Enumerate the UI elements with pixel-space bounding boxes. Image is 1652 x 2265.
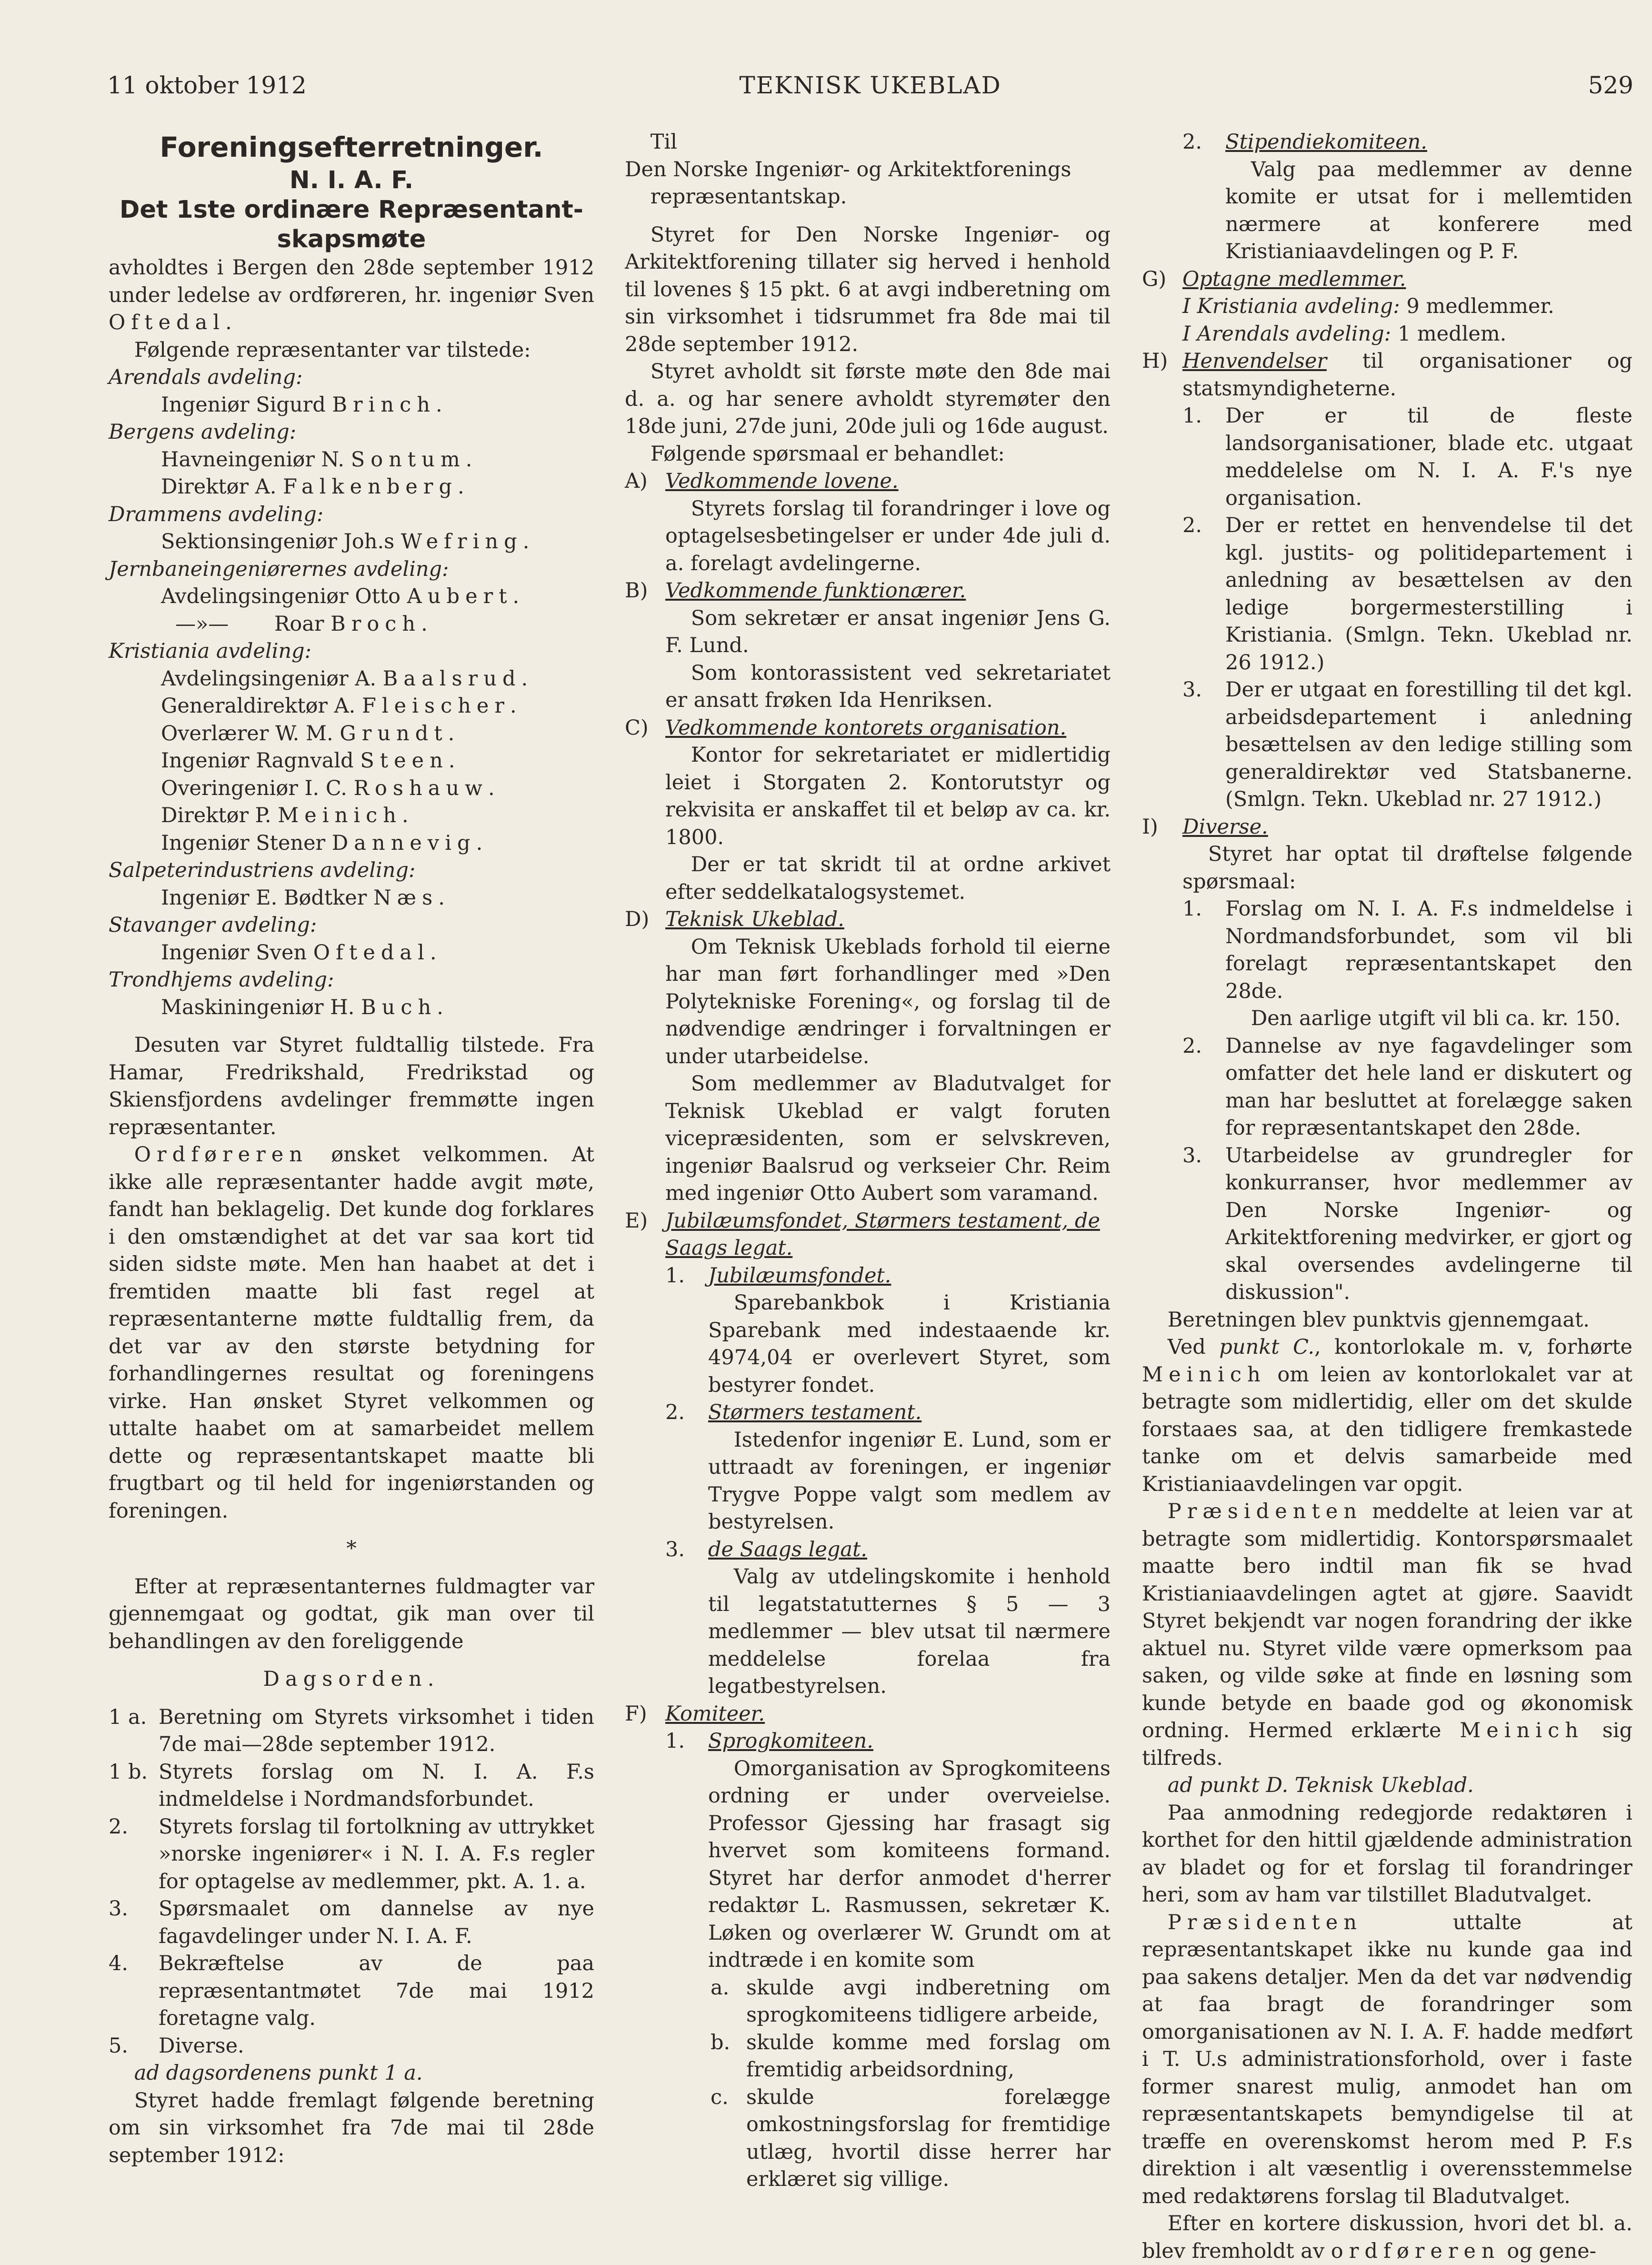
representative: Havneingeniør N. Sontum. [161, 447, 472, 472]
paragraph: Desuten var Styret fuldtallig tilstede. Fra Hamar, Fredrikshald, Fredrikstad og Skiensfjordens avdelinger fremmøtte ingen repræsentanter. [109, 1033, 594, 1139]
column-2 [625, 129, 1111, 2194]
district-heading: Trondhjems avdeling: [109, 968, 334, 992]
district-heading: Stavanger avdeling: [109, 913, 317, 937]
paragraph: Styret hadde fremlagt følgende beretning om sin virksomhet fra 7de mai til 28de september 1912: [109, 2088, 594, 2167]
representative: Direktør P. Meinich. [161, 804, 409, 827]
representative: Overingeniør I. C. Roshauw. [161, 776, 495, 800]
paragraph: Styret for Den Norske Ingeniør- og Arkitektforening tillater sig herved i henhold til lovenes § 15 pkt. 6 at avgi indberetning om sin virksomhet i tidsrummet fra 8de mai til 28de september 1912. [625, 222, 1111, 356]
representative: Ingeniør Stener Dannevig. [161, 831, 483, 855]
paragraph: Efter at repræsentanternes fuldmagter var gjennemgaat og godtat, gik man over til behandlingen av den foreliggende [109, 1574, 594, 1653]
report-section: A) Vedkommende lovene. [625, 469, 899, 493]
list-item: 2. Der er rettet en henvendelse til det kgl. justits- og politidepartement i anledning av besættelsen av den ledige borgermesterstilling i Kristiania. (Smlgn. Tekn. Ukeblad nr. 26 1912.) [1182, 513, 1632, 674]
agenda-item: 1 a. Beretning om Styrets virksomhet i tiden 7de mai—28de september 1912. [109, 1705, 594, 1756]
paragraph: Om Teknisk Ukeblads forhold til eierne har man ført forhandlinger med »Den Polytekniske Forening«, og forslag til de nødvendige ændringer i forvaltningen er under utarbeidelse. [665, 935, 1111, 1068]
present-intro: Følgende repræsentanter var tilstede: [134, 338, 531, 362]
district-heading: Bergens avdeling: [109, 420, 297, 444]
paragraph: Paa anmodning redegjorde redaktøren i korthet for den hittil gjældende administration av bladet og for et forslag til forandringer heri, som av ham var tilstillet Bladutvalget. [1142, 1801, 1632, 1907]
subsection: 2. Størmers testament. [665, 1400, 922, 1424]
district-heading: Salpeterindustriens avdeling: [109, 858, 416, 882]
representative: Direktør A. Falkenberg. [161, 475, 464, 499]
representative: Ingeniør Ragnvald Steen. [161, 749, 455, 773]
agenda-item: 5. Diverse. [109, 2033, 244, 2058]
list-item: b. skulde komme med forslag om fremtidig arbeidsordning, [711, 2030, 1111, 2082]
list-item: 3. Utarbeidelse av grundregler for konkurranser, hvor medlemmer av Den Norske Ingeniør- og Arkitektforening medvirker, er gjort og skal oversendes avdelingerne til diskussion". [1182, 1143, 1632, 1304]
agenda-point-heading: ad dagsordenens punkt 1 a. [134, 2061, 423, 2085]
paragraph: Præsidenten meddelte at leien var at betragte som midlertidig. Kontorspørsmaalet maatte bero indtil man fik se hvad Kristianiaavdelingen agtet at gjøre. Saavidt Styret bekjendt var nogen forandring der ikke aktuel nu. Styret vilde være opmerksom paa saken, og vilde søke at finde en løsning som kunde betyde en baade god og økonomisk ordning. Hermed erklærte Meinich sig tilfreds. [1142, 1500, 1632, 1770]
section-title: Foreningsefterretninger. [160, 131, 543, 163]
paragraph: Efter en kortere diskussion, hvori det bl. a. blev fremholdt av ordføreren og gene- [1142, 2212, 1632, 2263]
representative: Avdelingsingeniør Otto Aubert. [161, 584, 520, 608]
paragraph: Valg av utdelingskomite i henhold til legatstatutternes § 5 — 3 medlemmer — blev utsat til nærmere meddelelse forelaa fra legatbestyrelsen. [708, 1565, 1111, 1698]
report-section: D) Teknisk Ukeblad. [625, 907, 844, 931]
report-section: B) Vedkommende funktionærer. [625, 579, 966, 603]
agenda-item: 3. Spørsmaalet om dannelse av nye fagavdelinger under N. I. A. F. [109, 1897, 594, 1948]
representative: —»— Roar Broch. [175, 612, 428, 636]
representative: Ingeniør Sigurd Brinch. [161, 393, 442, 417]
representative: Ingeniør Sven Oftedal. [161, 940, 437, 965]
list-item: 1. Der er til de fleste landsorganisationer, blade etc. utgaat meddelelse om N. I. A. F.'s nye organisation. [1182, 404, 1632, 510]
paragraph: Kontor for sekretariatet er midlertidig leiet i Storgaten 2. Kontorutstyr og rekvisita er anskaffet til et beløp av ca. kr. 1800. [665, 743, 1111, 849]
paragraph: Valg paa medlemmer av denne komite er utsat for i mellemtiden nærmere at konferere med Kristianiaavdelingen og P. F. [1225, 157, 1632, 263]
subsection: 2. Stipendiekomiteen. [1182, 130, 1427, 154]
paragraph: Ordføreren ønsket velkommen. At ikke alle repræsentanter hadde avgit møte, fandt han beklagelig. Det kunde dog forklares i den omstændighet at det var saa kort tid siden sidste møte. Men han haabet at det i fremtiden maatte bli fast regel at repræsentanterne møtte fuldtallig frem, da det var av den største betydning for forhandlingernes resultat og foreningens virke. Han ønsket Styret velkommen og uttalte haabet om at samarbeidet mellem dette og repræsentantskapet maatte bli frugtbart og til held for ingeniørstanden og foreningen. [109, 1143, 594, 1523]
paragraph: Beretningen blev punktvis gjennemgaat. [1167, 1308, 1590, 1332]
meeting-heading-2: skapsmøte [277, 225, 426, 253]
list-item: c. skulde forelægge omkostningsforslag for fremtidige utlæg, hvortil disse herrer har erklæret sig villige. [711, 2085, 1111, 2191]
org-heading: N. I. A. F. [289, 166, 414, 194]
paragraph: Omorganisation av Sprogkomiteens ordning er under overveielse. Professor Gjessing har frasagt sig hvervet som komiteens formand. Styret har derfor anmodet d'herrer redaktør L. Rasmussen, sekretær K. Løken og overlærer W. Grundt om at indtræde i en komite som [708, 1756, 1111, 1972]
report-section: E) Jubilæumsfondet, Størmers testament, de Saags legat. [625, 1208, 1100, 1260]
paragraph: Som kontorassistent ved sekretariatet er ansatt frøken Ida Henriksen. [665, 661, 1111, 712]
list-item: 2. Dannelse av nye fagavdelinger som omfatter det hele land er diskutert og man har besluttet at forelægge saken for repræsentantskapet den 28de. [1182, 1034, 1632, 1140]
paragraph: Den aarlige utgift vil bli ca. kr. 150. [1251, 1007, 1621, 1030]
district-heading: Drammens avdeling: [109, 502, 324, 526]
page-number: 529 [1588, 71, 1633, 99]
representative: Generaldirektør A. Fleischer. [161, 694, 517, 718]
paragraph: Styrets forslag til forandringer i love og optagelsesbetingelser er under 4de juli d. a. forelagt avdelingerne. [665, 496, 1111, 575]
column-3 [1142, 129, 1632, 2265]
paragraph: Som medlemmer av Bladutvalget for Teknisk Ukeblad er valgt foruten vicepræsidenten, som er selvskreven, ingeniør Baalsrud og verkseier Chr. Reim med ingeniør Otto Aubert som varamand. [665, 1072, 1111, 1205]
subsection: 1. Sprogkomiteen. [665, 1729, 873, 1753]
meeting-heading-1: Det 1ste ordinære Repræsentant- [120, 196, 583, 224]
report-section: I) Diverse. [1142, 815, 1268, 839]
report-section: G) Optagne medlemmer. [1142, 267, 1406, 291]
journal-title: TEKNISK UKEBLAD [739, 71, 1001, 99]
address-to: Til [650, 130, 677, 154]
paragraph: Istedenfor ingeniør E. Lund, som er uttraadt av foreningen, er ingeniør Trygve Poppe valgt som medlem av bestyrelsen. [708, 1428, 1111, 1534]
agenda-item: 1 b. Styrets forslag om N. I. A. F.s indmeldelse i Nordmandsforbundet. [109, 1760, 594, 1811]
agenda-heading: Dagsorden. [263, 1667, 440, 1691]
addressee: Den Norske Ingeniør- og Arkitektforenings [625, 157, 1071, 181]
paragraph: Ved punkt C., kontorlokale m. v, forhørte Meinich om leien av kontorlokalet var at betragte som midlertidig, eller om det skulde forstaaes saa, at den tidligere fremkastede tanke om et delvis samarbeide med Kristianiaavdelingen var opgit. [1142, 1335, 1632, 1496]
paragraph: Som sekretær er ansat ingeniør Jens G. F. Lund. [665, 606, 1111, 657]
subsection: 3. de Saags legat. [665, 1537, 867, 1561]
list-item: 1. Forslag om N. I. A. F.s indmeldelse i Nordmandsforbundet, som vil bli forelagt repræsentantskapet den 28de. [1182, 897, 1632, 1003]
paragraph: Sparebankbok i Kristiania Sparebank med indestaaende kr. 4974,04 er overlevert Styret, som bestyrer fondet. [708, 1291, 1111, 1397]
representative: Ingeniør E. Bødtker Næs. [161, 886, 445, 910]
agenda-point-heading: ad punkt D. Teknisk Ukeblad. [1167, 1773, 1474, 1797]
representative: Maskiningeniør H. Buch. [161, 995, 443, 1019]
paragraph: Der er tat skridt til at ordne arkivet efter seddelkatalogsystemet. [665, 853, 1111, 904]
agenda-list [109, 1704, 594, 2060]
representative: Overlærer W. M. Grundt. [161, 721, 455, 745]
agenda-item: 2. Styrets forslag til fortolkning av uttrykket »norske ingeniører« i N. I. A. F.s regler for optagelse av medlemmer, pkt. A. 1. a. [109, 1814, 594, 1893]
separator-asterisk: * [346, 1537, 357, 1560]
member-count: I Arendals avdeling: 1 medlem. [1182, 322, 1507, 346]
representative: Sektionsingeniør Joh.s Wefring. [161, 530, 530, 554]
district-heading: Jernbaneingeniørernes avdeling: [109, 557, 449, 581]
district-heading: Arendals avdeling: [109, 365, 303, 389]
agenda-item: 4. Bekræftelse av de paa repræsentantmøtet 7de mai 1912 foretagne valg. [109, 1952, 594, 2030]
paragraph: Præsidenten uttalte at repræsentantskapet ikke nu kunde gaa ind paa sakens detaljer. Men da det var nødvendig at faa bragt de forandringer som omorganisationen av N. I. A. F. hadde medført i T. U.s administrationsforhold, over i faste former snarest mulig, anmodet han om repræsentantskapets bemyndigelse til at træffe en overenskomst herom med P. F.s direktion i alt væsentlig i overensstemmelse med redaktørens forslag til Bladutvalget. [1142, 1910, 1632, 2208]
report-section: C) Vedkommende kontorets organisation. [625, 715, 1067, 740]
intro-paragraph: avholdtes i Bergen den 28de september 1912 under ledelse av ordføreren, hr. ingeniør Sven Oftedal. [109, 256, 594, 334]
issue-date: 11 oktober 1912 [107, 71, 307, 99]
running-header [107, 71, 1633, 110]
addressee: repræsentantskap. [650, 185, 847, 209]
representative: Avdelingsingeniør A. Baalsrud. [161, 666, 528, 691]
column-1 [109, 129, 594, 2169]
paragraph: Styret har optat til drøftelse følgende spørsmaal: [1182, 842, 1632, 894]
list-item: a. skulde avgi indberetning om sprogkomiteens tidligere arbeide, [711, 1975, 1111, 2027]
subsection: 1. Jubilæumsfondet. [665, 1263, 891, 1288]
list-item: 3. Der er utgaat en forestilling til det kgl. arbeidsdepartement i anledning besættelsen av den ledige stilling som generaldirektør ved Statsbanerne. (Smlgn. Tekn. Ukeblad nr. 27 1912.) [1182, 678, 1632, 811]
report-section: H) Henvendelser til organisationer og statsmyndigheterne. [1142, 349, 1632, 401]
report-section: F) Komiteer. [625, 1701, 765, 1726]
paragraph: Styret avholdt sit første møte den 8de mai d. a. og har senere avholdt styremøter den 18de juni, 27de juni, 20de juli og 16de august. [625, 360, 1111, 438]
district-heading: Kristiania avdeling: [109, 639, 312, 663]
member-count: I Kristiania avdeling: 9 medlemmer. [1182, 294, 1554, 318]
paragraph: Følgende spørsmaal er behandlet: [650, 442, 1005, 466]
